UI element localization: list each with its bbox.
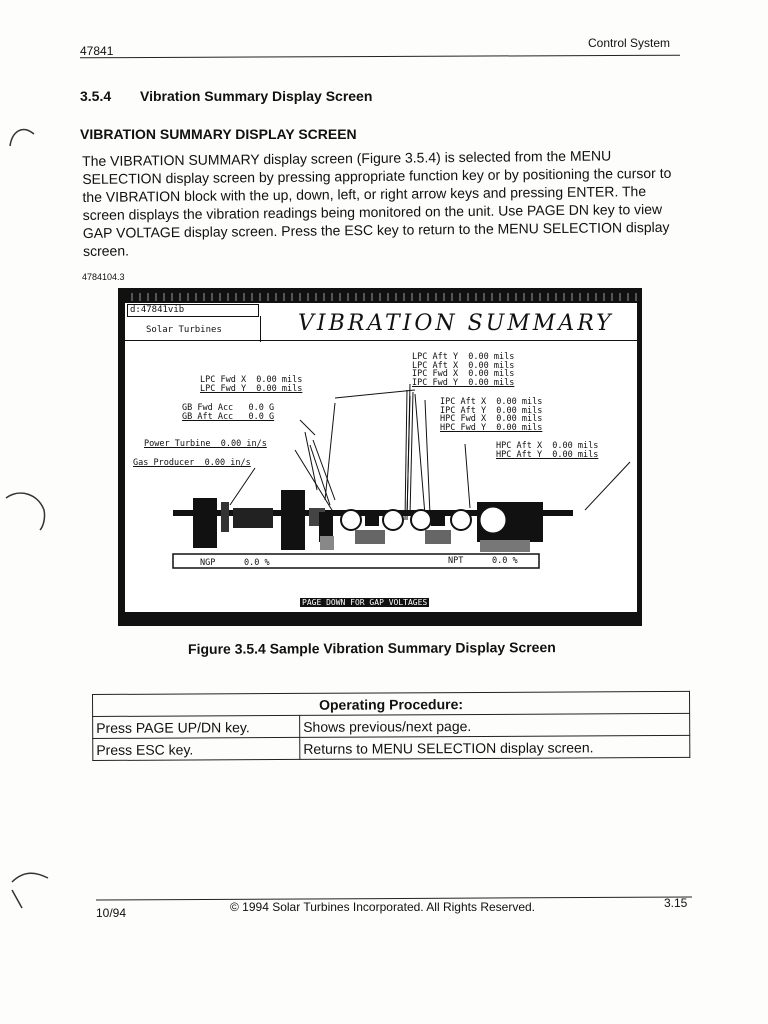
reading-lpc-fwd-x: LPC Fwd X 0.00 mils: [200, 375, 303, 385]
footer-page-number: 3.15: [664, 896, 688, 910]
reading-power-turbine: Power Turbine 0.00 in/s: [144, 439, 267, 449]
table-row: [93, 713, 690, 738]
reading-gas-producer: Gas Producer 0.00 in/s: [133, 458, 251, 468]
reading-hpc-aft-y: HPC Aft Y 0.00 mils: [496, 450, 599, 460]
screen-company: Solar Turbines: [146, 325, 222, 335]
subsection-title: VIBRATION SUMMARY DISPLAY SCREEN: [80, 126, 357, 142]
section-number: 3.5.4: [80, 88, 112, 104]
table-row: [93, 735, 690, 760]
reading-ipc-fwd-x: IPC Fwd X 0.00 mils: [412, 369, 515, 379]
reading-gb-fwd-acc: GB Fwd Acc 0.0 G: [182, 403, 275, 413]
reading-hpc-fwd-y: HPC Fwd Y 0.00 mils: [440, 422, 543, 433]
procedure-result: Shows previous/next page.: [300, 713, 690, 737]
figure-code: 4784104.3: [82, 272, 125, 282]
npt-label: NPT: [448, 556, 464, 566]
header-rule: [80, 55, 680, 59]
procedure-table-header: Operating Procedure:: [93, 691, 690, 716]
figure-caption: Figure 3.5.4 Sample Vibration Summary Display Screen: [187, 639, 556, 657]
table-header-row: [93, 691, 690, 716]
screen-top-border: [125, 293, 637, 301]
reading-ipc-aft-x: IPC Aft X 0.00 mils: [440, 397, 543, 407]
reading-ipc-aft-y: IPC Aft Y 0.00 mils: [440, 405, 543, 416]
reading-gb-aft-acc: GB Aft Acc 0.0 G: [182, 412, 275, 422]
reading-ipc-fwd-y: IPC Fwd Y 0.00 mils: [412, 377, 515, 388]
procedure-table: [92, 691, 690, 761]
reading-hpc-fwd-x: HPC Fwd X 0.00 mils: [440, 414, 543, 424]
section-name: Control System: [588, 36, 671, 50]
footer-date: 10/94: [96, 906, 127, 920]
doc-number: 47841: [80, 44, 114, 58]
ngp-value: 0.0 %: [244, 558, 270, 568]
reading-lpc-aft-x: LPC Aft X 0.00 mils: [412, 360, 515, 371]
ngp-label: NGP: [200, 558, 216, 568]
reading-hpc-aft-x: HPC Aft X 0.00 mils: [496, 441, 599, 451]
leader-lines: [230, 384, 430, 520]
npt-value: 0.0 %: [492, 556, 518, 566]
procedure-action: Press ESC key.: [93, 737, 300, 760]
machine-diagram: [125, 340, 637, 612]
title-divider: [260, 316, 261, 342]
section-title: Vibration Summary Display Screen: [140, 88, 373, 104]
procedure-action: Press PAGE UP/DN key.: [93, 715, 300, 738]
footer-copyright: © 1994 Solar Turbines Incorporated. All Rights Reserved.: [230, 900, 536, 914]
scan-marks: [0, 110, 60, 930]
reading-lpc-fwd-y: LPC Fwd Y 0.00 mils: [200, 384, 303, 394]
screen-title: VIBRATION SUMMARY: [298, 311, 614, 336]
page-down-prompt: PAGE DOWN FOR GAP VOLTAGES: [302, 598, 428, 607]
reading-lpc-aft-y: LPC Aft Y 0.00 mils: [412, 352, 515, 362]
section-heading: [80, 88, 372, 104]
body-paragraph: The VIBRATION SUMMARY display screen (Figure 3.5.4) is selected from the MENU SELECTION display screen by pressing appropriate function key or by positioning the cursor to the VIBRATION block with the up, down, left, or right arrow keys and pressing ENTER. The screen displays the vibration readings being monitored on the unit. Use PAGE DN key to view GAP VOLTAGE display screen. Press the ESC key to return to the MENU SELECTION display screen.: [82, 147, 672, 259]
procedure-result: Returns to MENU SELECTION display screen.: [300, 735, 690, 759]
screen-file-label: d:47841vib: [127, 304, 259, 317]
